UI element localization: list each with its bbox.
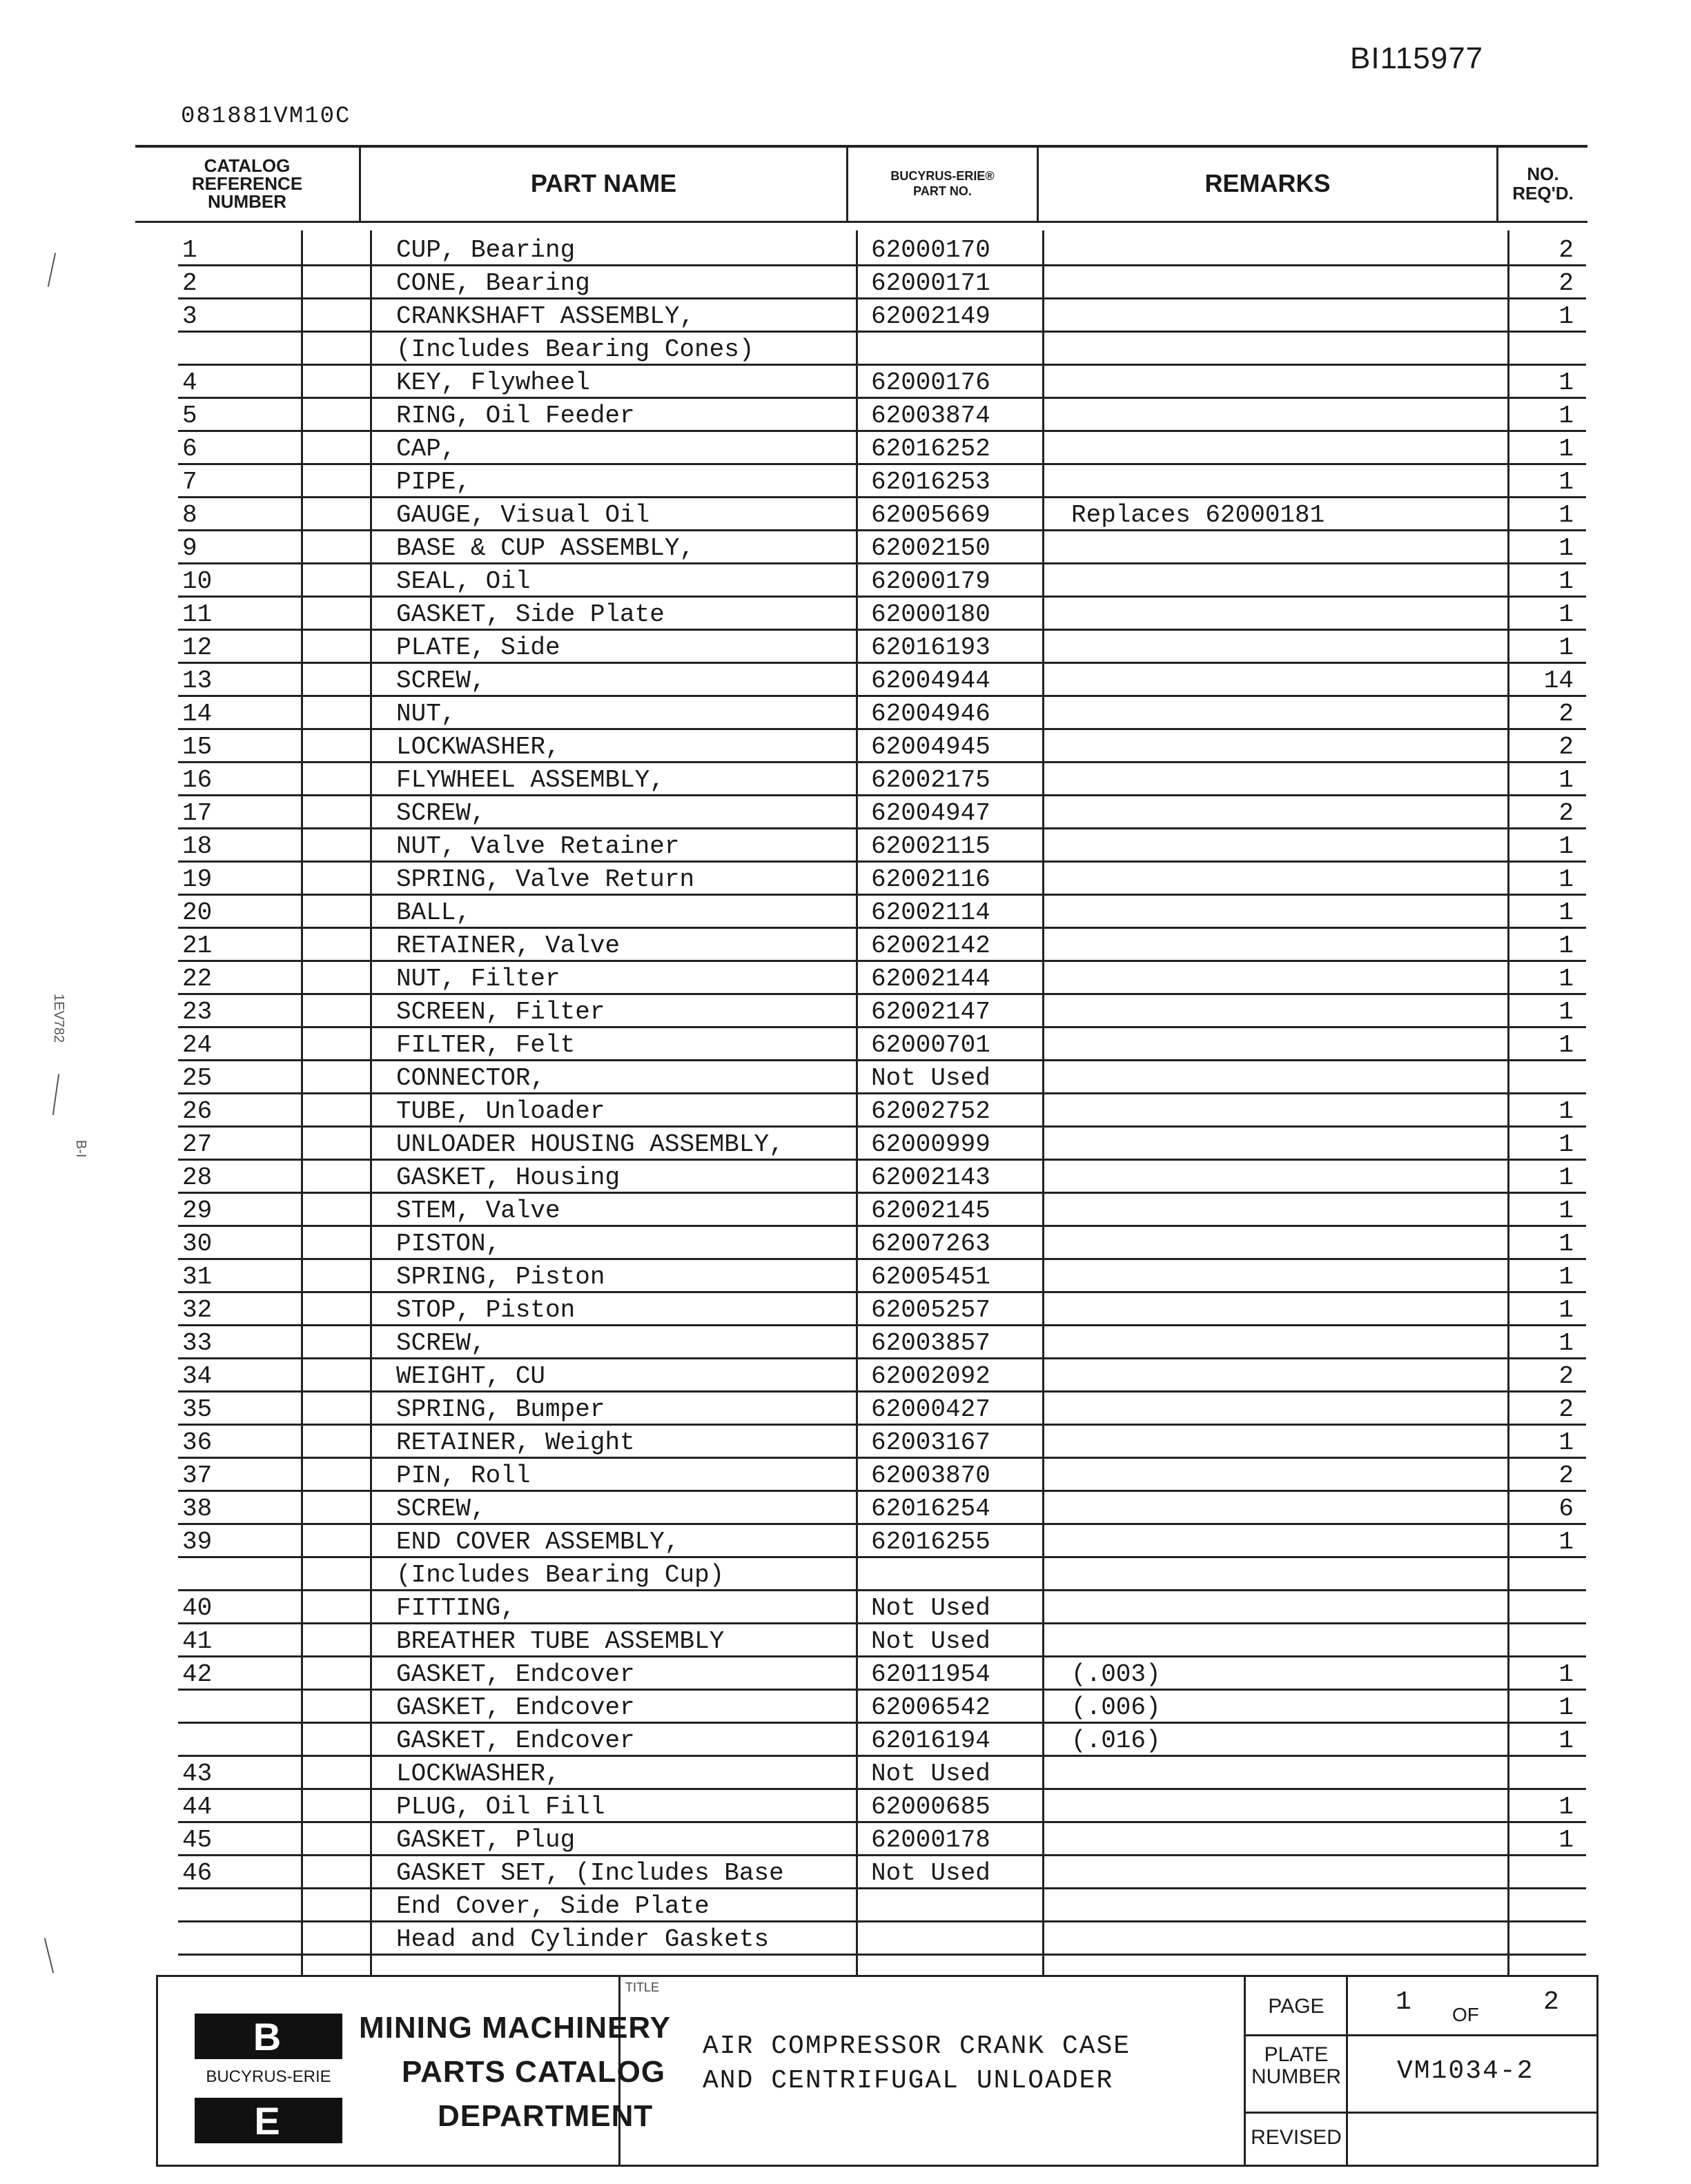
part-name-cell: SCREW, (396, 667, 486, 695)
part-number-cell: Not Used (871, 1594, 990, 1622)
plate-number-label-line: NUMBER (1251, 2065, 1341, 2088)
document-id: BI115977 (1350, 41, 1484, 75)
catalog-ref-cell: 4 (182, 368, 197, 397)
table-row (0, 1326, 1691, 1359)
part-name-cell: CONE, Bearing (396, 269, 590, 297)
header-catalog-ref-line: NUMBER (207, 191, 287, 212)
department-line: DEPARTMENT (438, 2099, 654, 2133)
plate-number-label (1247, 2044, 1346, 2088)
header-part-no (848, 146, 1037, 221)
table-row (0, 929, 1691, 962)
catalog-ref-cell: 3 (182, 302, 197, 331)
table-row (0, 432, 1691, 465)
table-row (0, 1128, 1691, 1161)
catalog-ref-cell: 21 (182, 932, 213, 960)
part-name-cell: WEIGHT, CU (396, 1362, 546, 1390)
catalog-ref-cell: 34 (182, 1362, 213, 1390)
catalog-ref-cell: 30 (182, 1230, 213, 1258)
table-row (0, 995, 1691, 1028)
part-number-cell: 62002114 (871, 898, 990, 927)
qty-cell: 1 (1558, 402, 1574, 430)
part-number-cell: 62016253 (871, 468, 990, 496)
part-number-cell: 62000427 (871, 1395, 990, 1424)
catalog-ref-cell: 16 (182, 766, 213, 794)
part-number-cell: 62002142 (871, 932, 990, 960)
table-row (0, 1757, 1691, 1790)
table-row (0, 465, 1691, 498)
catalog-ref-cell: 15 (182, 733, 213, 761)
part-name-cell: PLATE, Side (396, 633, 560, 662)
part-number-cell: Not Used (871, 1760, 990, 1788)
table-row (0, 730, 1691, 763)
catalog-ref-cell: 42 (182, 1660, 213, 1689)
plate-number: VM1034-2 (1397, 2056, 1534, 2086)
catalog-ref-cell: 19 (182, 865, 213, 894)
table-row (0, 829, 1691, 863)
part-number-cell: 62002143 (871, 1163, 990, 1192)
catalog-ref-cell: 2 (182, 269, 197, 297)
part-name-cell: RETAINER, Valve (396, 932, 620, 960)
catalog-ref-cell: 7 (182, 468, 197, 496)
table-row (0, 664, 1691, 697)
part-number-cell: 62000180 (871, 600, 990, 629)
part-name-cell: (Includes Bearing Cup) (396, 1561, 725, 1589)
part-number-cell: 62000170 (871, 236, 990, 264)
catalog-ref-cell: 33 (182, 1329, 213, 1357)
part-name-cell: CONNECTOR, (396, 1064, 546, 1092)
plate-number-label-line: PLATE (1264, 2043, 1329, 2066)
qty-cell: 1 (1558, 435, 1574, 463)
part-number-cell: 62007263 (871, 1230, 990, 1258)
qty-cell: 1 (1558, 766, 1574, 794)
qty-cell: 1 (1558, 567, 1574, 596)
part-name-cell: GASKET, Endcover (396, 1693, 635, 1722)
header-bottom-rule (135, 221, 1587, 223)
catalog-ref-cell: 37 (182, 1462, 213, 1490)
margin-mark: 1EV782 (51, 994, 66, 1043)
qty-cell: 1 (1558, 832, 1574, 860)
qty-cell: 1 (1558, 1726, 1574, 1755)
part-name-cell: BALL, (396, 898, 471, 927)
qty-cell: 1 (1558, 501, 1574, 529)
table-row (0, 1492, 1691, 1525)
part-number-cell: 62003874 (871, 402, 990, 430)
qty-cell: 1 (1558, 965, 1574, 993)
catalog-ref-cell: 46 (182, 1859, 213, 1887)
catalog-ref-cell: 36 (182, 1428, 213, 1457)
qty-cell: 2 (1558, 1395, 1574, 1424)
table-row (0, 1922, 1691, 1956)
catalog-ref-cell: 13 (182, 667, 213, 695)
catalog-ref-cell: 28 (182, 1163, 213, 1192)
table-row (0, 598, 1691, 631)
page-number: 1 (1396, 1987, 1413, 2017)
department-line: MINING MACHINERY (359, 2011, 671, 2045)
catalog-ref-cell: 10 (182, 567, 213, 596)
footer-divider (1244, 2112, 1599, 2114)
page-of: OF (1452, 2004, 1479, 2025)
part-name-cell: GAUGE, Visual Oil (396, 501, 650, 529)
part-number-cell: 62002144 (871, 965, 990, 993)
header-qty (1498, 146, 1587, 221)
qty-cell: 1 (1558, 998, 1574, 1026)
header-catalog-ref-line: CATALOG (204, 155, 291, 176)
qty-cell: 1 (1558, 1097, 1574, 1125)
qty-cell: 2 (1558, 799, 1574, 827)
part-name-cell: GASKET SET, (Includes Base (396, 1859, 784, 1887)
table-row (0, 1525, 1691, 1558)
part-name-cell: BREATHER TUBE ASSEMBLY (396, 1627, 725, 1655)
part-number-cell: 62000999 (871, 1130, 990, 1159)
table-row (0, 1889, 1691, 1922)
catalog-ref-cell: 22 (182, 965, 213, 993)
part-name-cell: SCREW, (396, 1329, 486, 1357)
part-number-cell: 62000171 (871, 269, 990, 297)
qty-cell: 2 (1558, 236, 1574, 264)
part-number-cell: 62004945 (871, 733, 990, 761)
table-row (0, 564, 1691, 598)
part-name-cell: NUT, Valve Retainer (396, 832, 680, 860)
part-name-cell: CRANKSHAFT ASSEMBLY, (396, 302, 695, 331)
part-number-cell: 62016194 (871, 1726, 990, 1755)
part-number-cell: 62016193 (871, 633, 990, 662)
logo-letter: B (253, 2014, 284, 2058)
header-qty-line: NO. (1527, 164, 1559, 184)
part-name-cell: CUP, Bearing (396, 236, 576, 264)
catalog-ref-cell: 18 (182, 832, 213, 860)
part-number-cell: 62004947 (871, 799, 990, 827)
part-number-cell: 62016252 (871, 435, 990, 463)
part-number-cell: 62002147 (871, 998, 990, 1026)
qty-cell: 1 (1558, 1329, 1574, 1357)
qty-cell: 1 (1558, 1693, 1574, 1722)
header-qty-line: REQ'D. (1512, 183, 1574, 204)
catalog-ref-cell: 8 (182, 501, 197, 529)
table-row (0, 1359, 1691, 1393)
qty-cell: 1 (1558, 1428, 1574, 1457)
part-number-cell: 62003870 (871, 1462, 990, 1490)
title-line: AIR COMPRESSOR CRANK CASE (703, 2031, 1131, 2061)
part-number-cell: 62000176 (871, 368, 990, 397)
part-name-cell: PISTON, (396, 1230, 501, 1258)
part-name-cell: SCREEN, Filter (396, 998, 605, 1026)
part-number-cell: 62005451 (871, 1263, 990, 1291)
catalog-ref-cell: 14 (182, 700, 213, 728)
catalog-ref-cell: 27 (182, 1130, 213, 1159)
part-name-cell: PIPE, (396, 468, 471, 496)
title-label: TITLE (625, 1980, 660, 1994)
catalog-ref-cell: 24 (182, 1031, 213, 1059)
part-name-cell: LOCKWASHER, (396, 733, 560, 761)
catalog-ref-cell: 17 (182, 799, 213, 827)
part-number-cell: 62002150 (871, 534, 990, 562)
footer-divider (1346, 1975, 1348, 2167)
part-name-cell: UNLOADER HOUSING ASSEMBLY, (396, 1130, 784, 1159)
table-row (0, 498, 1691, 531)
part-number-cell: 62004944 (871, 667, 990, 695)
page-label: PAGE (1268, 1995, 1325, 2018)
margin-mark: B-I (73, 1140, 88, 1158)
revised-label: REVISED (1251, 2126, 1342, 2149)
table-row (0, 1624, 1691, 1657)
department-line: PARTS CATALOG (402, 2055, 666, 2089)
part-number-cell: 62000179 (871, 567, 990, 596)
part-number-cell: 62011954 (871, 1660, 990, 1689)
part-name-cell: PLUG, Oil Fill (396, 1793, 605, 1821)
table-row (0, 697, 1691, 730)
bucyrus-erie-logo-top (195, 2014, 342, 2059)
part-number-cell: 62002145 (871, 1197, 990, 1225)
table-row (0, 299, 1691, 333)
part-name-cell: STOP, Piston (396, 1296, 576, 1324)
table-row (0, 366, 1691, 399)
catalog-ref-cell: 32 (182, 1296, 213, 1324)
qty-cell: 1 (1558, 633, 1574, 662)
brand-name: BUCYRUS-ERIE (206, 2067, 331, 2086)
qty-cell: 1 (1558, 468, 1574, 496)
catalog-ref-cell: 45 (182, 1826, 213, 1854)
qty-cell: 1 (1558, 1163, 1574, 1192)
part-number-cell: 62002149 (871, 302, 990, 331)
table-row (0, 796, 1691, 829)
header-part-no-line: PART NO. (913, 184, 972, 198)
catalog-ref-cell: 43 (182, 1760, 213, 1788)
qty-cell: 1 (1558, 1826, 1574, 1854)
table-row (0, 1823, 1691, 1856)
catalog-ref-cell: 6 (182, 435, 197, 463)
table-row (0, 1459, 1691, 1492)
table-row (0, 763, 1691, 796)
qty-cell: 1 (1558, 1197, 1574, 1225)
table-row (0, 1691, 1691, 1724)
table-row (0, 1227, 1691, 1260)
table-row (0, 863, 1691, 896)
table-row (0, 631, 1691, 664)
catalog-ref-cell: 29 (182, 1197, 213, 1225)
part-name-cell: TUBE, Unloader (396, 1097, 605, 1125)
part-name-cell: FITTING, (396, 1594, 516, 1622)
part-name-cell: BASE & CUP ASSEMBLY, (396, 534, 695, 562)
catalog-ref-cell: 44 (182, 1793, 213, 1821)
table-row (0, 1591, 1691, 1624)
logo-letter: E (254, 2098, 283, 2143)
part-name-cell: RING, Oil Feeder (396, 402, 635, 430)
qty-cell: 1 (1558, 1793, 1574, 1821)
table-row (0, 531, 1691, 564)
qty-cell: 1 (1558, 1031, 1574, 1059)
part-name-cell: SPRING, Bumper (396, 1395, 605, 1424)
footer-divider (1244, 2034, 1599, 2036)
header-catalog-ref (135, 146, 359, 221)
part-number-cell: 62003167 (871, 1428, 990, 1457)
part-name-cell: GASKET, Endcover (396, 1726, 635, 1755)
table-row (0, 1393, 1691, 1426)
part-name-cell: GASKET, Endcover (396, 1660, 635, 1689)
catalog-ref-cell: 11 (182, 600, 213, 629)
table-row (0, 1061, 1691, 1094)
table-row (0, 266, 1691, 299)
catalog-ref-cell: 38 (182, 1495, 213, 1523)
table-row (0, 896, 1691, 929)
part-name-cell: PIN, Roll (396, 1462, 531, 1490)
qty-cell: 2 (1558, 1362, 1574, 1390)
header-part-no-line: BUCYRUS-ERIE® (890, 169, 995, 183)
catalog-ref-cell: 40 (182, 1594, 213, 1622)
header-part-name: PART NAME (530, 169, 677, 197)
catalog-ref-cell: 25 (182, 1064, 213, 1092)
table-row (0, 1790, 1691, 1823)
part-number-cell: Not Used (871, 1627, 990, 1655)
qty-cell: 1 (1558, 1296, 1574, 1324)
part-number-cell: 62003857 (871, 1329, 990, 1357)
part-name-cell: CAP, (396, 435, 456, 463)
qty-cell: 6 (1558, 1495, 1574, 1523)
part-number-cell: 62005669 (871, 501, 990, 529)
table-row (0, 1558, 1691, 1591)
header-catalog-ref-line: REFERENCE (191, 173, 303, 194)
page-total: 2 (1543, 1987, 1561, 2017)
bucyrus-erie-logo-bottom (195, 2098, 342, 2143)
qty-cell: 1 (1558, 1130, 1574, 1159)
row-rule (178, 1954, 1586, 1956)
part-number-cell: 62005257 (871, 1296, 990, 1324)
catalog-ref-cell: 1 (182, 236, 197, 264)
table-row (0, 1426, 1691, 1459)
qty-cell: 2 (1558, 1462, 1574, 1490)
catalog-ref-cell: 5 (182, 402, 197, 430)
qty-cell: 1 (1558, 302, 1574, 331)
qty-cell: 1 (1558, 368, 1574, 397)
part-name-cell: FLYWHEEL ASSEMBLY, (396, 766, 665, 794)
part-name-cell: GASKET, Housing (396, 1163, 620, 1192)
catalog-ref-cell: 41 (182, 1627, 213, 1655)
catalog-ref-cell: 26 (182, 1097, 213, 1125)
header-remarks: REMARKS (1204, 169, 1331, 197)
footer-divider (1244, 1975, 1246, 2167)
table-row (0, 1293, 1691, 1326)
qty-cell: 1 (1558, 898, 1574, 927)
part-number-cell: 62004946 (871, 700, 990, 728)
table-row (0, 1260, 1691, 1293)
qty-cell: 1 (1558, 932, 1574, 960)
qty-cell: 1 (1558, 1660, 1574, 1689)
remarks-cell: Replaces 62000181 (1071, 501, 1325, 529)
part-number-cell: 62016254 (871, 1495, 990, 1523)
part-number-cell: 62002116 (871, 865, 990, 894)
part-number-cell: 62002092 (871, 1362, 990, 1390)
title-line: AND CENTRIFUGAL UNLOADER (703, 2066, 1114, 2096)
catalog-ref-cell: 31 (182, 1263, 213, 1291)
table-row (0, 1724, 1691, 1757)
catalog-ref-cell: 20 (182, 898, 213, 927)
part-name-cell: END COVER ASSEMBLY, (396, 1528, 680, 1556)
catalog-ref-cell: 39 (182, 1528, 213, 1556)
part-number-cell: 62000178 (871, 1826, 990, 1854)
table-row (0, 1194, 1691, 1227)
part-name-cell: SPRING, Valve Return (396, 865, 695, 894)
part-name-cell: NUT, Filter (396, 965, 560, 993)
part-name-cell: FILTER, Felt (396, 1031, 576, 1059)
part-name-cell: LOCKWASHER, (396, 1760, 560, 1788)
table-row (0, 1657, 1691, 1691)
qty-cell: 2 (1558, 733, 1574, 761)
part-name-cell: (Includes Bearing Cones) (396, 335, 754, 364)
table-row (0, 233, 1691, 266)
part-name-cell: End Cover, Side Plate (396, 1892, 710, 1920)
table-row (0, 333, 1691, 366)
table-row (0, 1856, 1691, 1889)
part-name-cell: SCREW, (396, 1495, 486, 1523)
part-name-cell: SEAL, Oil (396, 567, 531, 596)
part-name-cell: KEY, Flywheel (396, 368, 590, 397)
table-row (0, 962, 1691, 995)
part-name-cell: STEM, Valve (396, 1197, 560, 1225)
qty-cell: 1 (1558, 534, 1574, 562)
catalog-ref-cell: 12 (182, 633, 213, 662)
document-code: 081881VM10C (181, 104, 351, 130)
part-name-cell: RETAINER, Weight (396, 1428, 635, 1457)
part-number-cell: 62002752 (871, 1097, 990, 1125)
part-number-cell: Not Used (871, 1859, 990, 1887)
table-row (0, 1161, 1691, 1194)
part-number-cell: 62016255 (871, 1528, 990, 1556)
qty-cell: 1 (1558, 1528, 1574, 1556)
remarks-cell: (.003) (1071, 1660, 1161, 1689)
qty-cell: 2 (1558, 269, 1574, 297)
part-name-cell: NUT, (396, 700, 456, 728)
part-number-cell: 62002115 (871, 832, 990, 860)
remarks-cell: (.006) (1071, 1693, 1161, 1722)
part-name-cell: Head and Cylinder Gaskets (396, 1925, 770, 1954)
qty-cell: 1 (1558, 600, 1574, 629)
qty-cell: 14 (1543, 667, 1574, 695)
part-number-cell: 62000685 (871, 1793, 990, 1821)
qty-cell: 1 (1558, 1263, 1574, 1291)
table-row (0, 399, 1691, 432)
table-row (0, 1094, 1691, 1128)
qty-cell: 1 (1558, 1230, 1574, 1258)
part-number-cell: 62002175 (871, 766, 990, 794)
catalog-ref-cell: 9 (182, 534, 197, 562)
part-name-cell: SPRING, Piston (396, 1263, 605, 1291)
part-number-cell: 62006542 (871, 1693, 990, 1722)
catalog-ref-cell: 23 (182, 998, 213, 1026)
part-number-cell: 62000701 (871, 1031, 990, 1059)
part-name-cell: SCREW, (396, 799, 486, 827)
qty-cell: 1 (1558, 865, 1574, 894)
part-name-cell: GASKET, Side Plate (396, 600, 665, 629)
remarks-cell: (.016) (1071, 1726, 1161, 1755)
part-name-cell: GASKET, Plug (396, 1826, 576, 1854)
part-number-cell: Not Used (871, 1064, 990, 1092)
catalog-ref-cell: 35 (182, 1395, 213, 1424)
qty-cell: 2 (1558, 700, 1574, 728)
table-row (0, 1028, 1691, 1061)
